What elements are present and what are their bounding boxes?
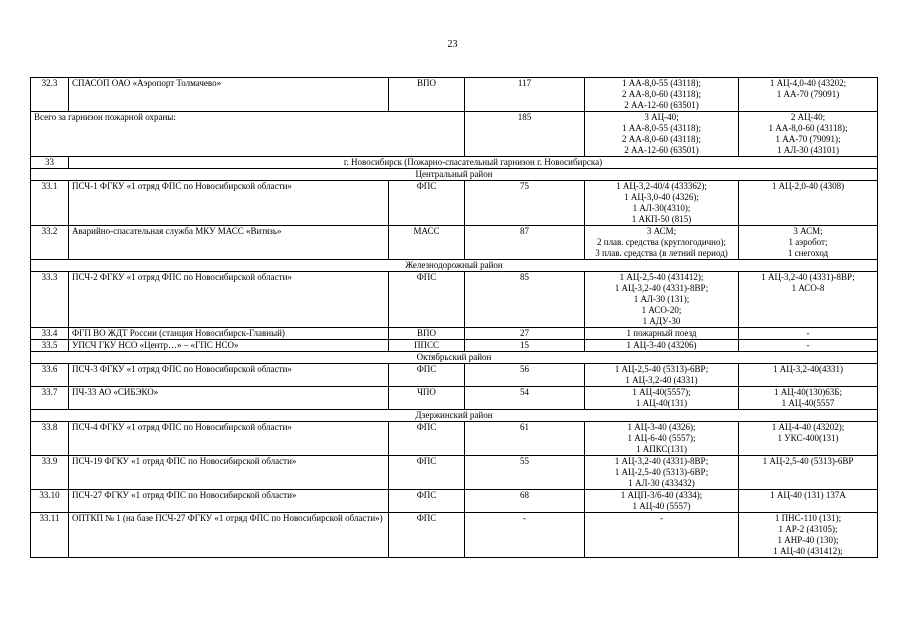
unit-name: ФГП ВО ЖДТ России (станция Новосибирск-Главный) <box>69 328 389 340</box>
equipment-line: 1 АА-8,0-55 (43118); <box>622 123 701 133</box>
equipment-line: 1 АЦ-2,0-40 (4308) <box>771 181 845 191</box>
personnel-count: - <box>465 513 585 558</box>
personnel-count: 55 <box>465 456 585 490</box>
personnel-count: 75 <box>465 181 585 226</box>
unit-name: Аварийно-спасательная служба МКУ МАСС «Витязь» <box>69 226 389 260</box>
equipment-line: 1 ПНС-110 (131); <box>774 513 842 523</box>
district-row <box>31 169 878 181</box>
row-number: 33.7 <box>31 387 69 410</box>
equipment-line: 1 пожарный поезд <box>626 328 697 338</box>
unit-name: ПСЧ-19 ФГКУ «1 отряд ФПС по Новосибирской области» <box>69 456 389 490</box>
district-title: Центральный район <box>31 169 878 181</box>
equipment-line: 2 АА-8,0-60 (43118); <box>622 134 701 144</box>
equipment-line: 1 АЦ-3,2-40 (4331)-8ВР; <box>614 456 709 466</box>
main-equipment <box>585 181 739 226</box>
main-equipment <box>585 272 739 328</box>
district-row <box>31 352 878 364</box>
personnel-count: 87 <box>465 226 585 260</box>
unit-type: ФПС <box>389 513 465 558</box>
table-row <box>31 422 878 456</box>
table-row <box>31 181 878 226</box>
table-row <box>31 513 878 558</box>
special-equipment <box>739 513 878 558</box>
table-row <box>31 387 878 410</box>
personnel-count: 117 <box>465 78 585 112</box>
equipment-line: 1 АЦ-40(130)63Б; <box>774 387 842 397</box>
unit-type: ФПС <box>389 272 465 328</box>
equipment-line: 2 АА-12-60 (63501) <box>624 100 699 110</box>
equipment-line: - <box>806 328 810 338</box>
equipment-line: 1 АЦ-40(5557 <box>781 398 835 408</box>
equipment-line: 3 плав. средства (в летний период) <box>595 248 728 258</box>
table-row <box>31 328 878 340</box>
equipment-line: 1 АЦ-3,2-40 (4331)-8ВР; <box>761 272 855 282</box>
equipment-line: 1 АСО-8 <box>791 283 825 293</box>
equipment-line: 1 АР-2 (43105); <box>778 524 838 534</box>
unit-name: УПСЧ ГКУ НСО «Центр…» – «ГПС НСО» <box>69 340 389 352</box>
unit-name: СПАСОП ОАО «Аэропорт Толмачево» <box>69 78 389 112</box>
equipment-line: 1 АЦ-40 (431412); <box>773 546 843 556</box>
row-number: 33.8 <box>31 422 69 456</box>
main-equipment <box>585 364 739 387</box>
table-row <box>31 272 878 328</box>
equipment-line: 1 УКС-400(131) <box>777 433 839 443</box>
special-equipment <box>739 364 878 387</box>
row-number: 33.3 <box>31 272 69 328</box>
row-number: 33.4 <box>31 328 69 340</box>
equipment-line: 1 АЦ-2,5-40 (431412); <box>619 272 704 282</box>
special-equipment <box>739 387 878 410</box>
equipment-line: 3 АСМ; <box>646 226 677 236</box>
equipment-line: 1 АЦ-2,5-40 (5313)-6ВР; <box>614 467 709 477</box>
unit-name: ПСЧ-27 ФГКУ «1 отряд ФПС по Новосибирской области» <box>69 490 389 513</box>
row-number: 33.6 <box>31 364 69 387</box>
equipment-line: 1 АЛ-30(4310); <box>632 203 691 213</box>
unit-type: ВПО <box>389 328 465 340</box>
unit-name: ОПТКП № 1 (на базе ПСЧ-27 ФГКУ «1 отряд ФПС по Новосибирской области») <box>69 513 389 558</box>
unit-name: ПСЧ-3 ФГКУ «1 отряд ФПС по Новосибирской области» <box>69 364 389 387</box>
main-equipment <box>585 328 739 340</box>
unit-name: ПСЧ-1 ФГКУ «1 отряд ФПС по Новосибирской области» <box>69 181 389 226</box>
equipment-line: 3 АЦ-40; <box>644 112 679 122</box>
total-special-equipment <box>739 112 878 157</box>
equipment-line: 1 АЦ-3,2-40/4 (433362); <box>616 181 707 191</box>
row-number: 33.1 <box>31 181 69 226</box>
equipment-line: 1 АЦ-40 (131) 137А <box>770 490 846 500</box>
table-row <box>31 340 878 352</box>
equipment-line: 1 АЦ-40(131) <box>635 398 688 408</box>
equipment-line: 1 АЦ-40(5557); <box>632 387 691 397</box>
main-equipment <box>585 513 739 558</box>
equipment-line: 2 плав. средства (круглогодично); <box>597 237 726 247</box>
unit-type: ЧПО <box>389 387 465 410</box>
equipment-line: 1 АА-70 (79091) <box>776 89 840 99</box>
special-equipment <box>739 328 878 340</box>
district-title: Октябрьский район <box>31 352 878 364</box>
equipment-line: 1 АЦ-3,2-40(4331) <box>773 364 843 374</box>
personnel-count: 15 <box>465 340 585 352</box>
equipment-line: 2 АА-12-60 (63501) <box>624 145 699 155</box>
special-equipment <box>739 340 878 352</box>
unit-name: ПСЧ-2 ФГКУ «1 отряд ФПС по Новосибирской области» <box>69 272 389 328</box>
personnel-count: 68 <box>465 490 585 513</box>
equipment-line: 1 АЦ-2,5-40 (5313)-6ВР <box>762 456 854 466</box>
row-number: 33.9 <box>31 456 69 490</box>
unit-name: ПЧ-33 АО «СИБЭКО» <box>69 387 389 410</box>
main-equipment <box>585 490 739 513</box>
row-number: 33.10 <box>31 490 69 513</box>
equipment-line: 1 АНР-40 (130); <box>777 535 839 545</box>
equipment-line: 1 АЛ-30 (43101) <box>776 145 840 155</box>
page-number: 23 <box>447 39 458 50</box>
unit-type: ППСС <box>389 340 465 352</box>
row-number: 33.5 <box>31 340 69 352</box>
special-equipment <box>739 181 878 226</box>
table-row <box>31 226 878 260</box>
equipment-line: 1 АЛ-30 (433432) <box>628 478 695 488</box>
equipment-line: 1 АКП-50 (815) <box>631 214 692 224</box>
equipment-line: 1 АСО-20; <box>641 305 682 315</box>
unit-type: МАСС <box>389 226 465 260</box>
equipment-line: 1 АПКС(131) <box>635 444 688 454</box>
main-equipment <box>585 422 739 456</box>
total-label: Всего за гарнизон пожарной охраны: <box>31 112 465 157</box>
main-equipment <box>585 78 739 112</box>
special-equipment <box>739 456 878 490</box>
equipment-line: 1 АЦ-40 (5557) <box>632 501 691 511</box>
unit-type: ФПС <box>389 364 465 387</box>
row-number: 33.2 <box>31 226 69 260</box>
equipment-line: 2 АА-8,0-60 (43118); <box>622 89 701 99</box>
equipment-line: 1 АДУ-30 <box>642 316 681 326</box>
garrison-title: г. Новосибирск (Пожарно-спасательный гарнизон г. Новосибирска) <box>69 157 878 169</box>
equipment-line: 1 АЦ-3-40 (43206) <box>626 340 697 350</box>
special-equipment <box>739 490 878 513</box>
garrison-number: 33 <box>31 157 69 169</box>
personnel-count: 27 <box>465 328 585 340</box>
table-row <box>31 78 878 112</box>
special-equipment <box>739 422 878 456</box>
unit-type: ФПС <box>389 422 465 456</box>
special-equipment <box>739 78 878 112</box>
equipment-line: 1 снегоход <box>787 248 829 258</box>
unit-type: ВПО <box>389 78 465 112</box>
total-main-equipment <box>585 112 739 157</box>
equipment-line: 1 АЦ-4,0-40 (43202; <box>769 78 847 88</box>
equipment-line: 1 АА-8,0-60 (43118); <box>768 123 848 133</box>
equipment-line: - <box>806 340 810 350</box>
district-title: Дзержинский район <box>31 410 878 422</box>
unit-type: ФПС <box>389 490 465 513</box>
main-equipment <box>585 226 739 260</box>
personnel-count: 56 <box>465 364 585 387</box>
personnel-count: 85 <box>465 272 585 328</box>
garrison-header-row <box>31 157 878 169</box>
personnel-count: 54 <box>465 387 585 410</box>
equipment-line: 1 АЦ-3,0-40 (4326); <box>624 192 699 202</box>
equipment-line: 1 аэробот; <box>788 237 828 247</box>
garrison-equipment-table <box>30 77 878 558</box>
equipment-line: 1 АЦ-3,2-40 (4331)-8ВР; <box>614 283 709 293</box>
row-number: 32.3 <box>31 78 69 112</box>
personnel-count: 61 <box>465 422 585 456</box>
district-title: Железнодорожный район <box>31 260 878 272</box>
equipment-line: 1 АЦ-3-40 (4326); <box>627 422 696 432</box>
equipment-line: 1 АЛ-30 (131); <box>633 294 690 304</box>
equipment-line: 1 АА-70 (79091); <box>775 134 841 144</box>
equipment-line: 1 АЦ-3,2-40 (4331) <box>625 375 698 385</box>
equipment-line: 1 АА-8,0-55 (43118); <box>622 78 701 88</box>
unit-type: ФПС <box>389 181 465 226</box>
equipment-line: 3 АСМ; <box>793 226 823 236</box>
table-row <box>31 456 878 490</box>
district-row <box>31 410 878 422</box>
special-equipment <box>739 226 878 260</box>
main-equipment <box>585 340 739 352</box>
equipment-line: 2 АЦ-40; <box>790 112 826 122</box>
total-row <box>31 112 878 157</box>
row-number: 33.11 <box>31 513 69 558</box>
equipment-line: 1 АЦ-6-40 (5557); <box>627 433 696 443</box>
equipment-line: 1 АЦП-3/6-40 (4334); <box>620 490 703 500</box>
main-equipment <box>585 456 739 490</box>
equipment-line: 1 АЦ-2,5-40 (5313)-6ВР; <box>614 364 709 374</box>
equipment-line: - <box>660 513 663 523</box>
unit-name: ПСЧ-4 ФГКУ «1 отряд ФПС по Новосибирской области» <box>69 422 389 456</box>
table-row <box>31 490 878 513</box>
main-equipment <box>585 387 739 410</box>
special-equipment <box>739 272 878 328</box>
table-row <box>31 364 878 387</box>
equipment-line: 1 АЦ-4-40 (43202); <box>771 422 845 432</box>
unit-type: ФПС <box>389 456 465 490</box>
total-count: 185 <box>465 112 585 157</box>
district-row <box>31 260 878 272</box>
